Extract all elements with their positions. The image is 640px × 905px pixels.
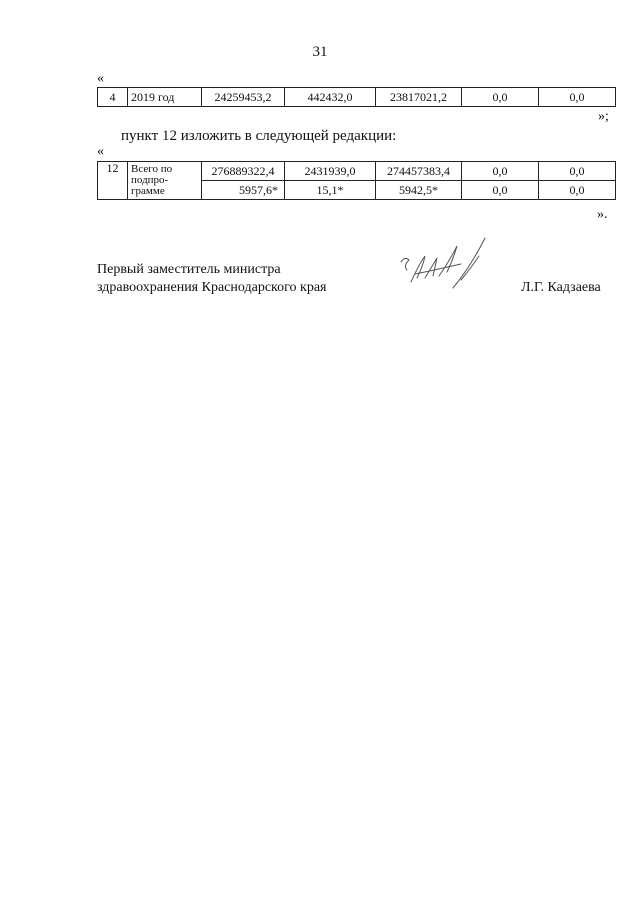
table-cell: 2019 год (128, 88, 202, 107)
table-cell: 0,0 (462, 88, 539, 107)
table-2 (97, 161, 616, 200)
table-1 (97, 87, 616, 107)
table-cell: Всего по подпро-грамме (128, 162, 202, 200)
table-row (98, 88, 616, 107)
table-cell: 0,0 (539, 162, 616, 181)
open-quote: « (97, 71, 104, 86)
table-cell: 276889322,4 (202, 162, 285, 181)
signature-title-line-2: здравоохранения Краснодарского края (97, 280, 327, 295)
signature-title-line-1: Первый заместитель министра (97, 262, 281, 277)
table-cell: 5942,5* (376, 181, 462, 200)
table-cell: 4 (98, 88, 128, 107)
signatory-name: Л.Г. Кадзаева (521, 280, 601, 295)
table-cell: 24259453,2 (202, 88, 285, 107)
close-quote: ». (597, 207, 608, 222)
table-cell: 5957,6* (202, 181, 285, 200)
page-number: 31 (312, 44, 328, 60)
table-cell: 0,0 (462, 162, 539, 181)
table-cell: 0,0 (539, 181, 616, 200)
table-cell: 15,1* (285, 181, 376, 200)
table-cell: 0,0 (462, 181, 539, 200)
table-cell: 12 (98, 162, 128, 200)
table-cell: 2431939,0 (285, 162, 376, 181)
table-cell: 442432,0 (285, 88, 376, 107)
table-cell: 0,0 (539, 88, 616, 107)
table-cell: 23817021,2 (376, 88, 462, 107)
handwritten-signature (395, 232, 505, 302)
instruction-text: пункт 12 изложить в следующей редакции: (121, 128, 397, 144)
open-quote: « (97, 144, 104, 159)
table-cell: 274457383,4 (376, 162, 462, 181)
table-row (98, 162, 616, 181)
close-quote: »; (598, 109, 609, 124)
